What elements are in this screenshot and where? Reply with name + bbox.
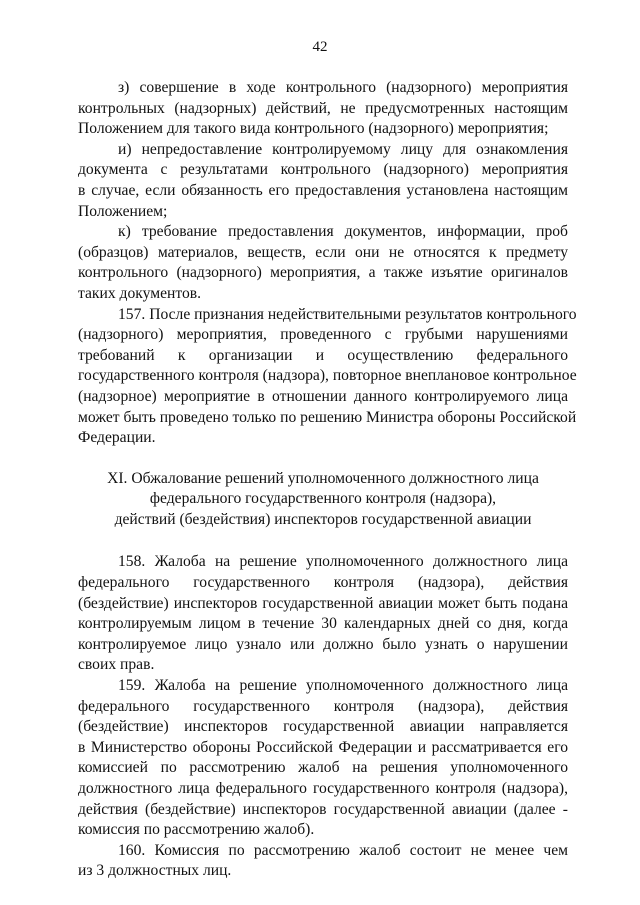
section-heading bbox=[78, 469, 568, 531]
text-line: в Министерство обороны Российской Федерации и рассматривается его bbox=[78, 738, 568, 756]
paragraph-159 bbox=[78, 676, 568, 841]
text-line: государственного контроля (надзора), повторное внеплановое контрольное bbox=[78, 367, 577, 385]
text-line: требований к организации и осуществлению федерального bbox=[78, 346, 568, 364]
text-line: может быть проведено только по решению Министра обороны Российской bbox=[78, 408, 577, 426]
text-line: (надзорного) мероприятия, проведенного с грубыми нарушениями bbox=[78, 326, 568, 344]
text-line: документа с результатами контрольного (надзорного) мероприятия bbox=[78, 161, 568, 179]
heading-line: федерального государственного контроля (надзора), bbox=[149, 490, 497, 508]
text-line: 157. После признания недействительными результатов контрольного bbox=[118, 305, 577, 323]
text-line: федерального государственного контроля (надзора), действия bbox=[78, 697, 568, 715]
text-line: таких документов. bbox=[78, 284, 202, 302]
text-line: (надзорное) мероприятие в отношении данного контролируемого лица bbox=[78, 387, 568, 405]
text-line: контрольного (надзорного) мероприятия, а также изъятие оригиналов bbox=[78, 264, 568, 282]
text-line: 158. Жалоба на решение уполномоченного должностного лица bbox=[118, 553, 568, 571]
text-line: и) непредоставление контролируемому лицу для ознакомления bbox=[118, 140, 568, 158]
item-k bbox=[78, 222, 568, 304]
text-line: (бездействие) инспекторов государственной авиации направляется bbox=[78, 718, 568, 736]
text-line: Федерации. bbox=[78, 429, 156, 447]
item-z bbox=[78, 78, 568, 140]
paragraph-157 bbox=[78, 305, 577, 449]
item-i bbox=[78, 140, 568, 222]
text-line: (образцов) материалов, веществ, если они не относятся к предмету bbox=[78, 243, 568, 261]
heading-line: XI. Обжалование решений уполномоченного должностного лица bbox=[107, 469, 539, 487]
text-line: контролируемым лицом в течение 30 календарных дней со дня, когда bbox=[78, 615, 568, 633]
paragraph-160 bbox=[78, 841, 568, 882]
text-line: к) требование предоставления документов, информации, проб bbox=[118, 223, 568, 241]
text-line: комиссия по рассмотрению жалоб). bbox=[78, 821, 315, 839]
text-line: из 3 должностных лиц. bbox=[78, 862, 232, 880]
text-line: федерального государственного контроля (надзора), действия bbox=[78, 574, 568, 592]
text-line: 159. Жалоба на решение уполномоченного должностного лица bbox=[118, 677, 568, 695]
text-line: 160. Комиссия по рассмотрению жалоб состоит не менее чем bbox=[118, 841, 568, 859]
text-line: Положением для такого вида контрольного (надзорного) мероприятия; bbox=[78, 120, 549, 138]
paragraph-158 bbox=[78, 552, 568, 676]
text-line: з) совершение в ходе контрольного (надзорного) мероприятия bbox=[118, 79, 568, 96]
text-line: (бездействие) инспекторов государственной авиации может быть подана bbox=[78, 594, 568, 612]
text-line: комиссией по рассмотрению жалоб на решения уполномоченного bbox=[78, 759, 568, 777]
text-line: должностного лица федерального государственного контроля (надзора), bbox=[78, 780, 568, 797]
page-number: 42 bbox=[312, 39, 328, 55]
document-body bbox=[78, 78, 577, 882]
text-line: Положением; bbox=[78, 202, 168, 220]
text-line: контролируемое лицо узнало или должно было узнать о нарушении bbox=[78, 635, 568, 653]
text-line: своих прав. bbox=[78, 656, 155, 674]
heading-line: действий (бездействия) инспекторов государственной авиации bbox=[114, 510, 532, 528]
text-line: действия (бездействие) инспекторов государственной авиации (далее - bbox=[78, 800, 568, 818]
text-line: в случае, если обязанность его предоставления установлена настоящим bbox=[78, 181, 568, 199]
text-line: контрольных (надзорных) действий, не предусмотренных настоящим bbox=[78, 99, 568, 117]
